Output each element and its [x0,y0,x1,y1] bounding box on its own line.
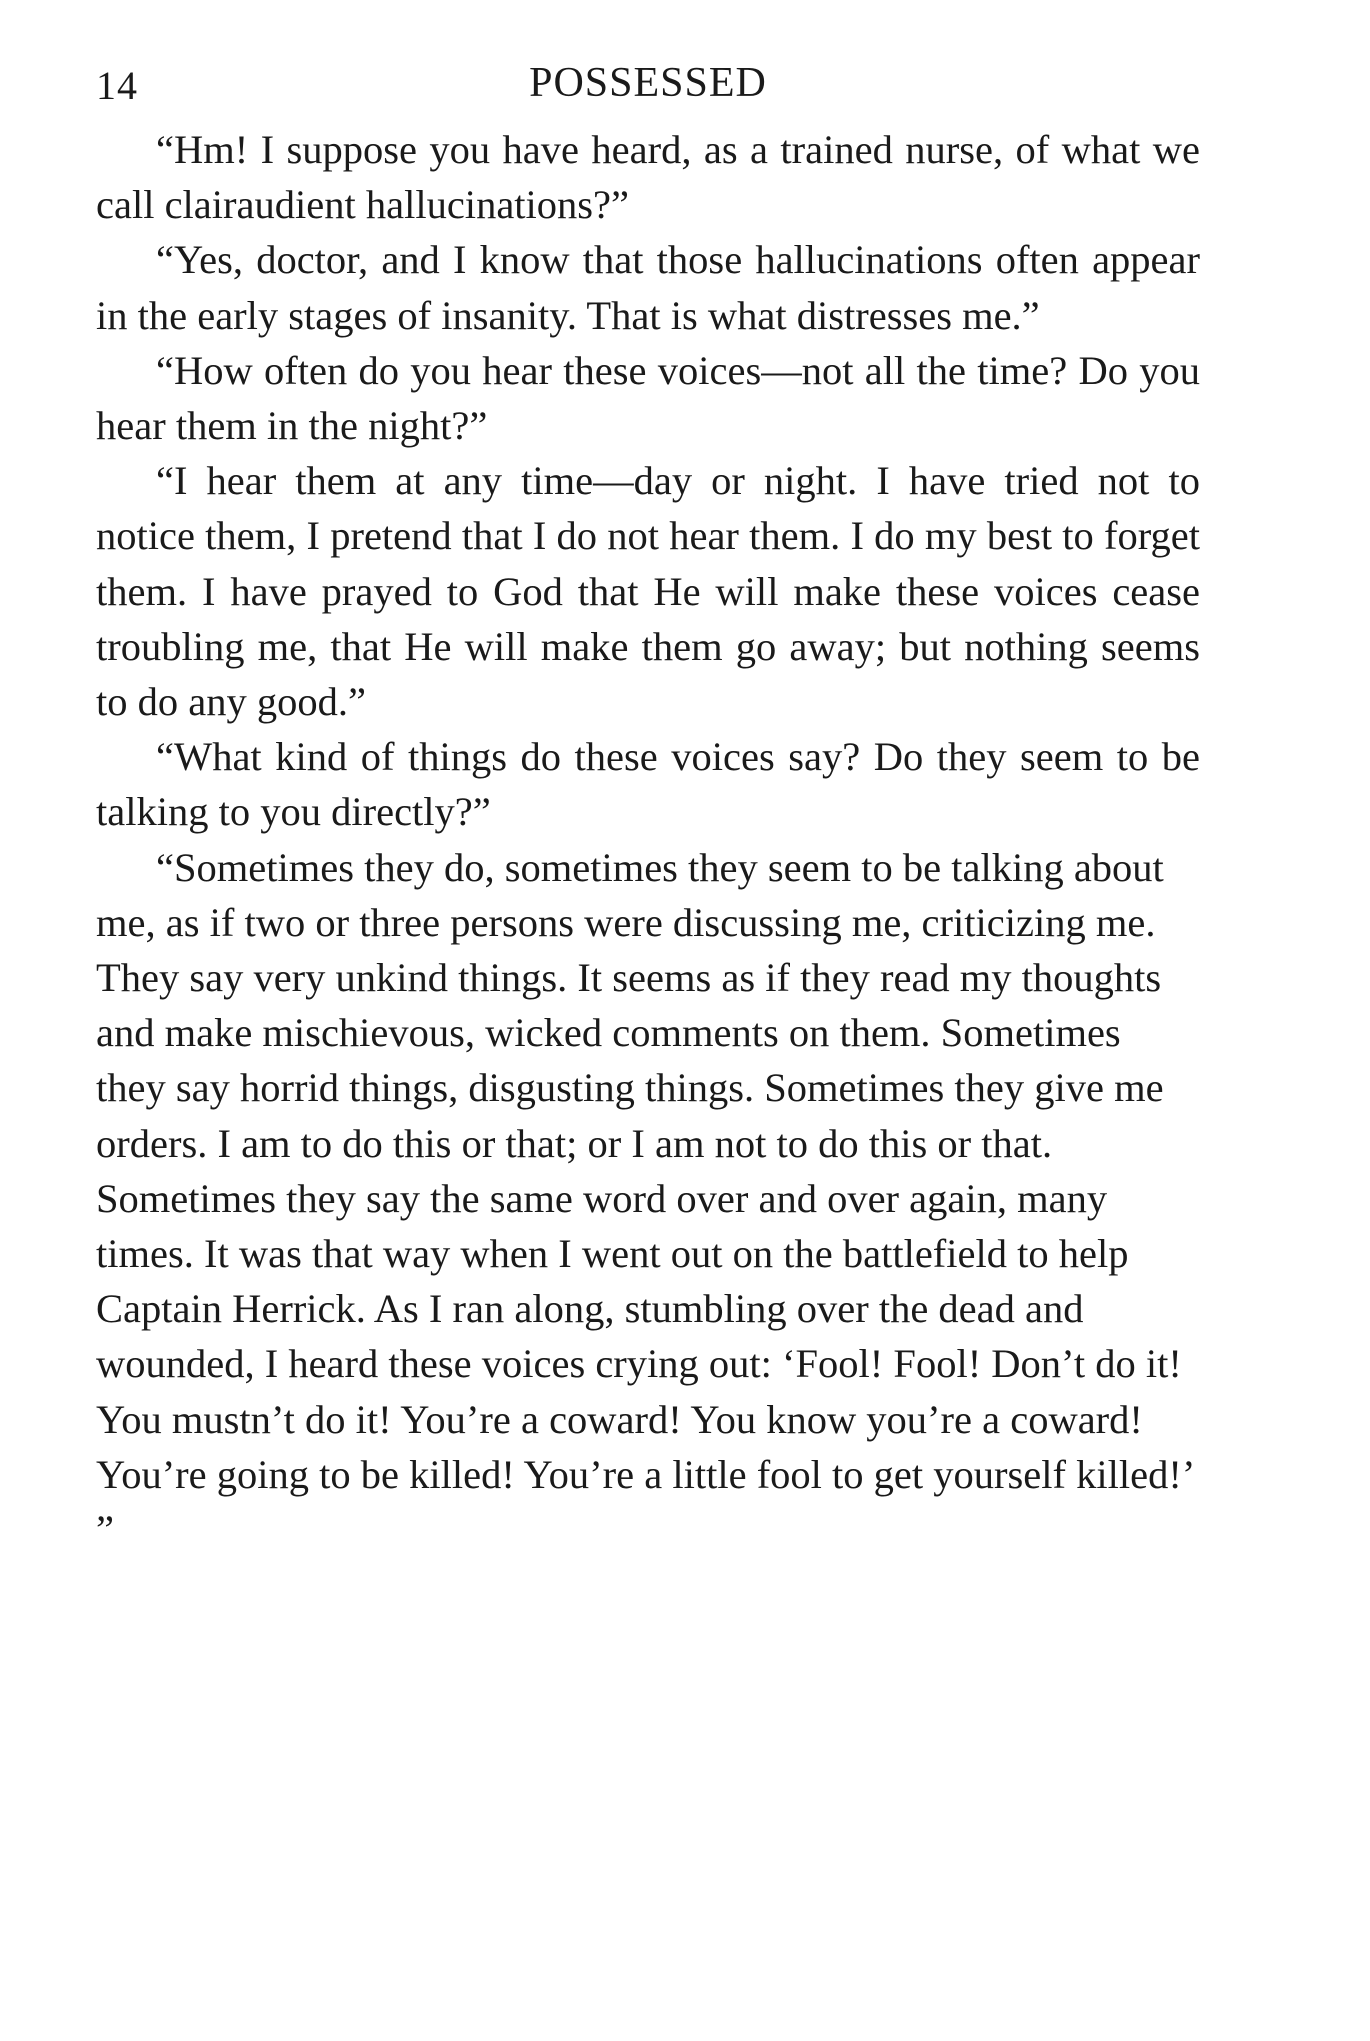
paragraph: “Yes, doctor, and I know that those hallucinations often appear in the early stages of insanity. That is what distresses me.” [96,237,1200,338]
paragraph: “I hear them at any time—day or night. I have tried not to notice them, I pretend that I do not hear them. I do my best to forget them. I have prayed to God that He will make these voices cease troubling me, that He will make them go away; but nothing seems to do any good.” [96,458,1200,725]
page-number: 14 [96,63,138,108]
body-text [96,122,1200,1557]
paragraph: “Sometimes they do, sometimes they seem to be talking about me, as if two or three persons were discussing me, criticizing me. They say very unkind things. It seems as if they read my thoughts and make mischievous, wicked comments on them. Sometimes they say horrid things, disgusting things. Sometimes they give me orders. I am to do this or that; or I am not to do this or that. Sometimes they say the same word over and over again, many times. It was that way when I went out on the battlefield to help Captain Herrick. As I ran along, stumbling over the dead and wounded, I heard these voices crying out: ‘Fool! Fool! Don’t do it! You mustn’t do it! You’re a coward! You know you’re a coward! You’re going to be killed! You’re a little fool to get yourself killed!’ ” [96,844,1193,1553]
paragraph: “How often do you hear these voices—not all the time? Do you hear them in the night?” [96,347,1200,449]
page-header [96,58,1200,114]
paragraph: “Hm! I suppose you have heard, as a trained nurse, of what we call clairaudient hallucinations?” [96,127,1200,228]
paragraph: “What kind of things do these voices say? Do they seem to be talking to you directly?” [96,734,1200,835]
running-title: POSSESSED [529,60,767,106]
